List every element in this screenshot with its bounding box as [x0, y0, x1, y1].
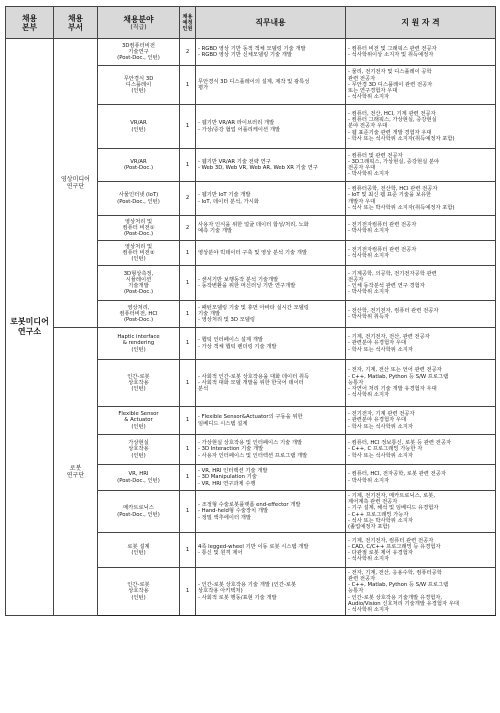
- cell-line: - 자연어 처리 기술 개발 유경험자 우대: [348, 386, 437, 393]
- cell-line: 시뮬레이션: [125, 276, 152, 283]
- table-row: [6, 328, 496, 360]
- cell-line: 능통자: [348, 588, 364, 595]
- cell-line: - 박사학위 소지자: [348, 171, 390, 178]
- cell-line: - VR, HRI 인터랙션 기술 개발: [198, 468, 268, 475]
- cell-line: - 패턴모델링 기술 및 휴먼 아바타 실시간 모델링: [198, 304, 309, 311]
- duty-cell: [196, 328, 346, 360]
- count-cell: 1: [180, 149, 196, 182]
- cell-line: Audio/Vision 신호처리 기술개발 유경험자 우대: [348, 600, 460, 607]
- cell-line: 연구소: [17, 327, 42, 336]
- cell-line: (인턴): [131, 594, 146, 601]
- header-num-line: 예정: [182, 19, 193, 26]
- cell-line: - 웹 표준기술 관련 개발 경험자 우대: [348, 129, 432, 136]
- cell-line: 디스플레이: [125, 81, 152, 88]
- cell-line: - 학사 또는 석사학위 소지자(취득예정자 포함): [348, 135, 455, 142]
- header-row: [6, 7, 496, 39]
- org-cell: [6, 39, 54, 616]
- cell-line: - 석사학위 소지자: [348, 607, 390, 613]
- cell-line: VR/AR: [130, 158, 147, 165]
- header-qual: [346, 7, 496, 39]
- cell-line: - 박사학위 소지자: [348, 477, 390, 484]
- cell-line: 로봇미디어: [10, 317, 49, 326]
- duty-cell: [196, 491, 346, 533]
- cell-line: - 컴퓨터, HCI, 전자공학, 로봇 관련 전공자: [348, 471, 446, 478]
- cell-line: - 석사학위 소지자: [348, 556, 390, 563]
- field-cell: [98, 568, 180, 616]
- cell-line: - 전기전자, 기계 관련 전공자: [348, 411, 415, 418]
- cell-line: - 전기전자컴퓨터 관련 전공자: [348, 221, 417, 228]
- count-cell: 1: [180, 328, 196, 360]
- cell-line: 능통자: [348, 379, 364, 386]
- cell-line: VR/AR: [130, 120, 147, 127]
- cell-line: - RGBD 영상 기반 신체모델링 기술 개발: [198, 52, 293, 58]
- cell-line: - 사회적 인간-로봇 상호작용을 대화 데이터 취득: [198, 373, 310, 380]
- field-cell: [98, 216, 180, 241]
- count-cell: 1: [180, 66, 196, 105]
- cell-line: - 석사학위 소지자: [348, 392, 390, 399]
- cell-line: 사용자 인식을 위한 얼굴 데이터 합성/처리, 노화: [198, 221, 309, 228]
- field-cell: [98, 266, 180, 301]
- cell-line: - 기계공학, 의공학, 전기전자공학 관련: [348, 270, 437, 277]
- cell-line: (Post-Doc., 인턴): [117, 198, 160, 205]
- cell-line: - 컴퓨터, 전산, HCI, 기계 관련 전공자: [348, 110, 436, 117]
- cell-line: - 전자, 기계, 전산, 응용수학, 컴퓨터공학: [348, 569, 442, 576]
- cell-line: (Post-Doc., 인턴): [117, 477, 160, 484]
- cell-line: - Hand-held형 수술장치 개발: [198, 508, 269, 515]
- duty-cell: [196, 66, 346, 105]
- count-cell: 1: [180, 360, 196, 407]
- cell-line: - Web 3D, Web VR, Web AR, Web XR 기술 연구: [198, 165, 318, 171]
- cell-line: 상호작용 아키텍처): [198, 588, 243, 595]
- cell-line: (Post-Doc.): [123, 165, 154, 171]
- cell-line: - 웹기반 VR/AR 기술 전략 연구: [198, 158, 271, 165]
- duty-cell: [196, 105, 346, 149]
- cell-line: 컴퓨터 비전②: [122, 249, 155, 256]
- count-cell: 1: [180, 105, 196, 149]
- cell-line: 컴퓨터 비전①: [122, 224, 155, 231]
- cell-line: - 인간-로봇 상호작용 기술 개발 (인간-로봇: [198, 582, 297, 589]
- cell-line: (인턴): [131, 550, 146, 556]
- cell-line: - 컴퓨터 비전 및 그래픽스 관련 전공자: [348, 45, 437, 52]
- duty-cell: [196, 533, 346, 568]
- duty-cell: [196, 465, 346, 491]
- cell-line: 예측 기술 개발: [198, 228, 233, 234]
- count-cell: 1: [180, 266, 196, 301]
- header-dept: [54, 7, 98, 39]
- cell-line: - IoT 및 최신 웹 표준 기술을 보유한: [348, 192, 432, 199]
- count-cell: 1: [180, 435, 196, 465]
- cell-line: - 학사 또는 석사학위 소지자: [348, 423, 413, 430]
- cell-line: - CAD, C/C++ 프로그래밍 등 유경험자: [348, 543, 441, 550]
- cell-line: - 기계, 전기전자, 전산, 관련 전공자: [348, 334, 430, 341]
- cell-line: - 3D Interaction 기술 개발: [198, 446, 264, 453]
- header-qual-title: 지 원 자 격: [401, 18, 440, 27]
- duty-cell: [196, 216, 346, 241]
- duty-cell: [196, 39, 346, 66]
- cell-line: 평가: [198, 85, 209, 91]
- field-cell: [98, 435, 180, 465]
- duty-cell: [196, 241, 346, 266]
- cell-line: 로봇 설계: [127, 543, 150, 550]
- duty-cell: [196, 435, 346, 465]
- header-duty: [196, 7, 346, 39]
- cell-line: - C++ 프로그래밍 가능자: [348, 511, 409, 518]
- field-cell: [98, 39, 180, 66]
- cell-line: (인턴): [131, 452, 146, 459]
- duty-cell: [196, 149, 346, 182]
- cell-line: - 3D Manipulation 기술: [198, 474, 257, 481]
- cell-line: - C++, C 프로그래밍 가능한 자: [348, 446, 423, 453]
- cell-line: 로봇: [69, 464, 82, 472]
- header-dept-line: 채용: [67, 13, 84, 23]
- cell-line: - 전자, 기계, 전산 또는 언어 관련 전공자: [348, 367, 442, 374]
- field-cell: [98, 66, 180, 105]
- cell-line: 영상처리 및: [124, 218, 153, 225]
- header-field: [98, 7, 180, 39]
- duty-cell: [196, 182, 346, 216]
- cell-line: 상호작용: [128, 446, 149, 453]
- cell-line: 또는 연구경험자 우대: [348, 88, 398, 95]
- qualification-cell: [346, 66, 496, 105]
- qualification-cell: [346, 435, 496, 465]
- header-org: [6, 7, 54, 39]
- cell-line: - 무안경 3D 디스플레이 관련 전공자: [348, 81, 433, 88]
- qualification-cell: [346, 266, 496, 301]
- cell-line: (Post-Doc.): [123, 317, 154, 324]
- dept-cell: [54, 39, 98, 328]
- header-field-title: 채용분야: [123, 14, 154, 24]
- cell-line: - 석사학위 소지자: [348, 253, 390, 259]
- cell-line: 컴퓨터비전, HCI: [119, 310, 158, 317]
- cell-line: - 햅틱 인터페이스 설계 개발: [198, 337, 263, 344]
- cell-line: - 박사학위 취득자: [348, 314, 390, 320]
- qualification-cell: [346, 568, 496, 616]
- cell-line: - 사용자 인터페이스 및 인터렉션 프로그램 개발: [198, 452, 308, 459]
- cell-line: 사물인터넷 (IoT): [118, 192, 159, 199]
- cell-line: Haptic interface: [117, 334, 160, 341]
- cell-line: 무안경식 3D: [123, 75, 154, 82]
- cell-line: - C++, Matlab, Python 등 S/W 프로그램: [348, 373, 449, 380]
- cell-line: & rendering: [122, 340, 155, 347]
- cell-line: (Post-Doc.): [123, 231, 154, 238]
- cell-line: 개발자 우대: [348, 198, 376, 205]
- cell-line: 분석: [198, 386, 209, 393]
- cell-line: 연구단: [66, 471, 85, 479]
- cell-line: - 전기전자컴퓨터 관련 전공자: [348, 246, 417, 253]
- cell-line: - 컴퓨터 그래픽스, 가상현실, 증강현실: [348, 117, 437, 124]
- cell-line: 4족 legged-wheel 기반 이동 로봇 시스템 개발: [198, 543, 309, 550]
- table-row: [6, 39, 496, 66]
- cell-line: VR, HRI: [128, 471, 149, 478]
- cell-line: - 석사 또는 박사학위 소지자(취득예정자 포함): [348, 204, 455, 211]
- cell-line: 3D형상측정,: [123, 270, 154, 277]
- cell-line: - 3D그래픽스, 가상현실, 증강현실 분야: [348, 158, 440, 165]
- cell-line: 영상분야 빅데이터 구축 및 영상 분석 기술 개발: [198, 249, 308, 256]
- cell-line: - 석사학위이상 소지자 및 취득예정자: [348, 52, 434, 58]
- cell-line: (Post-Doc., 인턴): [117, 55, 160, 62]
- cell-line: (인턴): [131, 386, 146, 393]
- header-duty-title: 직무내용: [255, 18, 286, 27]
- cell-line: - 석사학위 소지자: [348, 94, 390, 101]
- cell-line: 3D컴퓨터비전: [121, 42, 156, 49]
- header-field-sub: (직급): [130, 23, 147, 31]
- duty-cell: [196, 266, 346, 301]
- cell-line: 전공자 우대: [348, 165, 376, 171]
- cell-line: 영상미디어: [61, 176, 90, 183]
- count-cell: 2: [180, 182, 196, 216]
- field-cell: [98, 105, 180, 149]
- field-cell: [98, 182, 180, 216]
- count-cell: 1: [180, 491, 196, 533]
- count-cell: 1: [180, 533, 196, 568]
- cell-line: - VR, HRI 연구과제 수행: [198, 480, 256, 487]
- cell-line: 전공자: [348, 276, 364, 283]
- header-org-line: 채용: [21, 13, 38, 23]
- field-cell: [98, 149, 180, 182]
- qualification-cell: [346, 301, 496, 328]
- duty-cell: [196, 407, 346, 435]
- cell-line: - 기구 설계, 해석 및 임베디드 유경험자: [348, 505, 439, 512]
- cell-line: (인턴): [131, 126, 146, 133]
- count-cell: 2: [180, 39, 196, 66]
- cell-line: - 웹기반 IoT 기술 개발: [198, 192, 251, 199]
- cell-line: - IoT, 데이터 분석, 가시화: [198, 198, 259, 205]
- cell-line: - 사회적 로봇 행동/표현 기술 개발: [198, 594, 277, 601]
- qualification-cell: [346, 328, 496, 360]
- cell-line: - 학사 또는 석사학위 소지자: [348, 452, 413, 459]
- cell-line: - 영상처리 및 3D 모델링: [198, 317, 256, 324]
- cell-line: - 가상 객체 햅틱 렌더링 기술 개발: [198, 343, 277, 350]
- qualification-cell: [346, 149, 496, 182]
- cell-line: - 인체 동작분석 관련 연구 경험자: [348, 283, 425, 289]
- cell-line: 기술 개발: [198, 310, 221, 317]
- cell-line: & Actuator: [124, 417, 153, 424]
- qualification-cell: [346, 533, 496, 568]
- cell-line: (졸업예정자 포함): [348, 523, 390, 530]
- count-cell: 1: [180, 301, 196, 328]
- duty-cell: [196, 568, 346, 616]
- cell-line: - C++, Matlab, Python 등 S/W 프로그램: [348, 582, 449, 589]
- cell-line: 인간-로봇: [127, 373, 150, 380]
- cell-line: - 박사학위 소지자: [348, 228, 390, 234]
- duty-cell: [196, 301, 346, 328]
- cell-line: 영상처리 및: [124, 243, 153, 250]
- recruitment-table-sheet: [5, 6, 495, 616]
- header-num-line: 인원: [182, 25, 193, 32]
- cell-line: - 가상/증강 협업 어플리케이션 개발: [198, 126, 281, 133]
- cell-line: - 학사 또는 석사학위 소지자: [348, 346, 413, 353]
- cell-line: - 전산학, 전기전자, 컴퓨터 관련 전공자: [348, 307, 439, 314]
- cell-line: 가상현실: [128, 440, 149, 447]
- cell-line: 분야 전공자 우대: [348, 123, 388, 130]
- qualification-cell: [346, 360, 496, 407]
- qualification-cell: [346, 39, 496, 66]
- cell-line: 연구단: [66, 183, 85, 190]
- field-cell: [98, 491, 180, 533]
- duty-cell: [196, 360, 346, 407]
- cell-line: - 관련분야 유경험자 우대: [348, 417, 407, 424]
- cell-line: - 웹기반 VR/AR 라이브러리 개발: [198, 120, 275, 127]
- qualification-cell: [346, 465, 496, 491]
- cell-line: - 컴퓨터공학, 전산학, HCI 관련 전공자: [348, 186, 438, 193]
- cell-line: - 센서기반 보행동작 분석 기술개발: [198, 276, 279, 283]
- count-cell: 2: [180, 216, 196, 241]
- cell-line: - 정밀 액추에이터 개발: [198, 514, 252, 521]
- cell-line: (인턴): [131, 346, 146, 353]
- cell-line: - 동작변환을 위한 머신러닝 기반 연구개발: [198, 283, 296, 289]
- field-cell: [98, 241, 180, 266]
- cell-line: Flexible Sensor: [118, 411, 159, 418]
- qualification-cell: [346, 182, 496, 216]
- cell-line: - 컴퓨터, HCI 정보통신, 로봇 등 관련 전공자: [348, 440, 452, 447]
- qualification-cell: [346, 491, 496, 533]
- cell-line: - 기계, 전기전자, 컴퓨터 관련 전공자: [348, 537, 434, 544]
- field-cell: [98, 360, 180, 407]
- cell-line: (Post-Doc., 인턴): [117, 511, 160, 518]
- count-cell: 1: [180, 465, 196, 491]
- cell-line: 영상처리,: [127, 304, 150, 311]
- header-num: [180, 7, 196, 39]
- cell-line: (인턴): [131, 88, 146, 95]
- field-cell: [98, 465, 180, 491]
- recruitment-table: [5, 6, 496, 616]
- cell-line: - 다관절 로봇 제어 유경험자: [348, 550, 413, 556]
- cell-line: 기술개발: [128, 283, 149, 289]
- field-cell: [98, 301, 180, 328]
- cell-line: - Flexible Sensor&Actuator의 구동을 위한: [198, 414, 303, 421]
- cell-line: - 조정형 수술로봇플랫폼 end-effector 개발: [198, 502, 301, 509]
- cell-line: 상호작용: [128, 379, 149, 386]
- cell-line: 무안경식 3D 디스플레이의 설계, 제작 및 광특성: [198, 78, 310, 85]
- table-body: [6, 39, 496, 616]
- cell-line: - 석사 또는 박사학위 소지자: [348, 517, 413, 524]
- cell-line: - 인간-로봇 상호작용 기술개발 유경험자,: [348, 594, 443, 601]
- qualification-cell: [346, 105, 496, 149]
- header-dept-line: 부서: [67, 22, 84, 32]
- qualification-cell: [346, 407, 496, 435]
- cell-line: - 컴퓨터 및 관련 전공자: [348, 152, 403, 159]
- cell-line: 관련 전공자: [348, 575, 376, 582]
- count-cell: 1: [180, 241, 196, 266]
- cell-line: - 통신 및 원격 제어: [198, 550, 243, 556]
- cell-line: 관련 전공자: [348, 75, 376, 82]
- cell-line: - 물리, 전기전자 및 디스플레이 공학: [348, 69, 432, 76]
- field-cell: [98, 407, 180, 435]
- cell-line: - 관련분야 유경험자 우대: [348, 340, 407, 347]
- cell-line: - RGBD 영상 기반 동적 객체 모델링 기술 개발: [198, 45, 306, 52]
- cell-line: - 기계, 전기전자, 메카트로닉스, 로봇,: [348, 492, 436, 499]
- header-num-line: 채용: [182, 13, 193, 20]
- qualification-cell: [346, 241, 496, 266]
- cell-line: 제어계측 관련 전공자: [348, 499, 398, 506]
- cell-line: 상호작용: [128, 588, 149, 595]
- cell-line: (인턴): [131, 423, 146, 430]
- field-cell: [98, 328, 180, 360]
- cell-line: 임베디드 시스템 설계: [198, 420, 248, 427]
- qualification-cell: [346, 216, 496, 241]
- cell-line: 인간-로봇: [127, 582, 150, 589]
- count-cell: 1: [180, 407, 196, 435]
- dept-cell: [54, 328, 98, 616]
- cell-line: 기술연구: [128, 48, 149, 55]
- count-cell: 1: [180, 568, 196, 616]
- cell-line: (Post-Doc.): [123, 289, 154, 296]
- cell-line: 메카트로닉스: [123, 505, 154, 512]
- field-cell: [98, 533, 180, 568]
- cell-line: - 사회적 대화 모델 개발을 위한 한국어 데이터: [198, 379, 304, 386]
- cell-line: - 가상현실 상호작용 및 인터페이스 기술 개발: [198, 440, 303, 447]
- header-org-line: 본부: [21, 22, 38, 32]
- cell-line: (인턴): [131, 256, 146, 263]
- cell-line: - 박사학위 소지자: [348, 289, 390, 296]
